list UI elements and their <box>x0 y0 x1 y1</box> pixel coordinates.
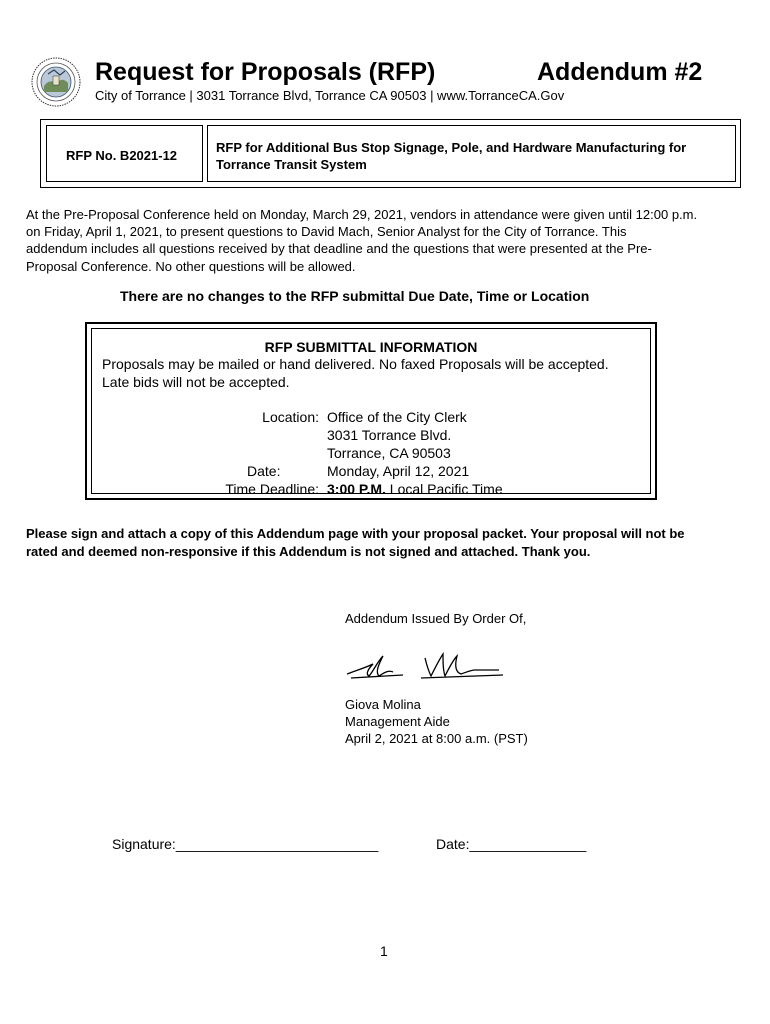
submittal-info-heading: RFP SUBMITTAL INFORMATION <box>264 339 478 355</box>
issuer-name: Giova Molina <box>345 697 421 712</box>
page-title: Request for Proposals (RFP) <box>95 58 436 86</box>
rfp-number-cell <box>46 125 203 182</box>
rfp-number: RFP No. B2021-12 <box>66 148 178 163</box>
addendum-number: Addendum #2 <box>537 58 703 86</box>
date-value: Monday, April 12, 2021 <box>327 463 470 479</box>
intro-line: Proposal Conference. No other questions will be allowed. <box>26 258 356 274</box>
city-address-line: City of Torrance | 3031 Torrance Blvd, Torrance CA 90503 | www.TorranceCA.Gov <box>95 88 565 103</box>
handwritten-signature <box>343 648 505 684</box>
location-line-1: Office of the City Clerk <box>327 409 467 425</box>
intro-line: on Friday, April 1, 2021, to present questions to David Mach, Senior Analyst for the City of Torrance. This <box>26 224 627 240</box>
date-field[interactable]: Date:_______________ <box>436 836 587 852</box>
time-deadline-label: Time Deadline: <box>225 481 319 497</box>
signature-field[interactable]: Signature:__________________________ <box>112 836 379 852</box>
location-line-2: 3031 Torrance Blvd. <box>327 427 452 443</box>
submittal-info-box <box>85 322 657 500</box>
issuer-block <box>345 696 528 747</box>
notice-line: rated and deemed non-responsive if this Addendum is not signed and attached. Thank you. <box>26 543 591 559</box>
rfp-description-line-1: RFP for Additional Bus Stop Signage, Pole, and Hardware Manufacturing for <box>216 140 687 155</box>
issued-by-label: Addendum Issued By Order Of, <box>345 611 527 626</box>
location-line-3: Torrance, CA 90503 <box>327 445 451 461</box>
page-number: 1 <box>380 943 388 959</box>
issuer-title: Management Aide <box>345 714 450 729</box>
notice-line: Please sign and attach a copy of this Addendum page with your proposal packet. Your proposal will not be <box>26 526 685 541</box>
date-label: Date: <box>247 463 281 479</box>
rfp-info-box <box>40 119 741 188</box>
rfp-description-cell <box>207 125 736 182</box>
rfp-description-line-2: Torrance Transit System <box>216 157 367 172</box>
city-seal-icon <box>30 56 82 108</box>
submittal-info-line-2: Late bids will not be accepted. <box>102 374 290 390</box>
intro-line: At the Pre-Proposal Conference held on Monday, March 29, 2021, vendors in attendance were given until 12:00 p.m. <box>26 207 698 222</box>
submittal-info-line-1: Proposals may be mailed or hand delivered. No faxed Proposals will be accepted. <box>102 356 609 372</box>
sign-attach-notice <box>26 525 756 560</box>
time-deadline-value: 3:00 P.M. Local Pacific Time <box>327 481 503 497</box>
location-label: Location: <box>262 409 319 425</box>
intro-paragraph <box>26 206 756 275</box>
issuer-date: April 2, 2021 at 8:00 a.m. (PST) <box>345 731 528 746</box>
no-changes-notice: There are no changes to the RFP submittal Due Date, Time or Location <box>120 288 590 304</box>
intro-line: addendum includes all questions received by that deadline and the questions that were presented at the Pre- <box>26 241 652 257</box>
